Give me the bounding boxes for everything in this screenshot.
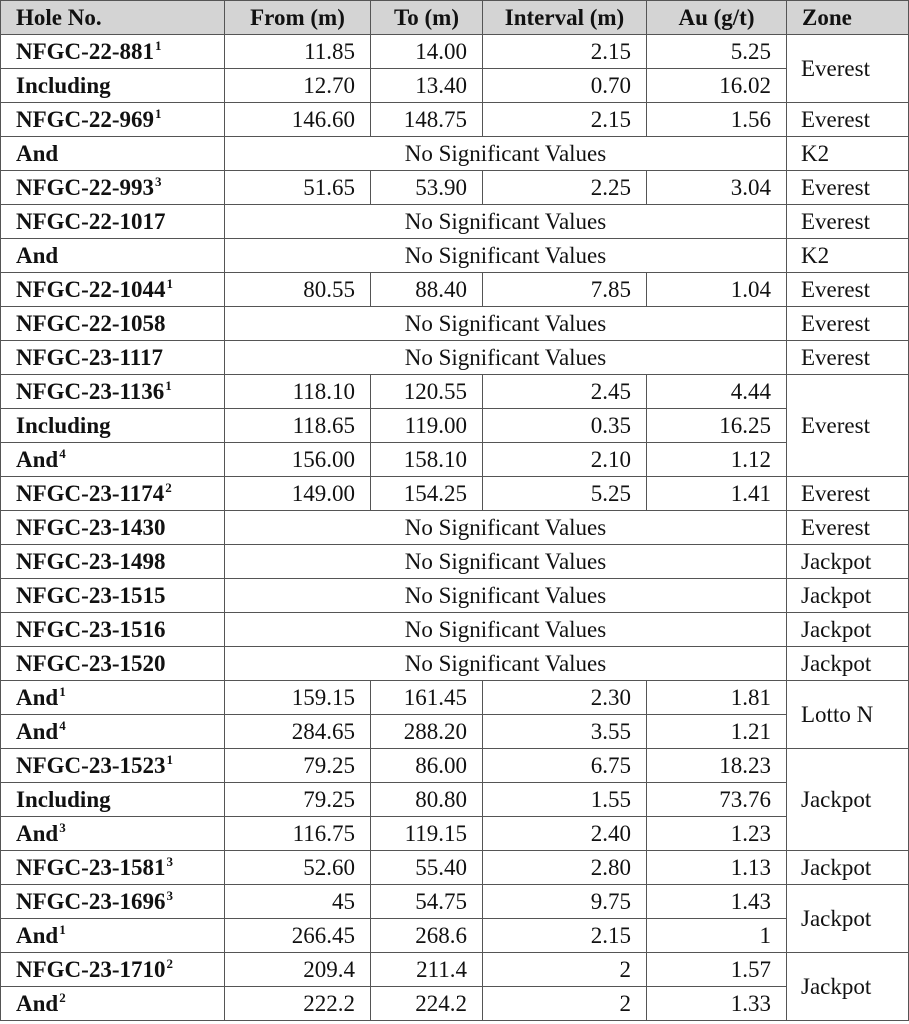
table-row bbox=[1, 69, 909, 103]
to-cell: 80.80 bbox=[371, 783, 483, 817]
table-row bbox=[1, 409, 909, 443]
footnote-marker: 1 bbox=[154, 38, 162, 53]
footnote-marker: 2 bbox=[166, 956, 173, 971]
hole-cell bbox=[1, 239, 225, 273]
header-to: To (m) bbox=[371, 1, 483, 35]
from-cell: 45 bbox=[225, 885, 371, 919]
hole-cell bbox=[1, 919, 225, 953]
interval-cell: 2 bbox=[483, 953, 647, 987]
hole-label: Including bbox=[16, 413, 111, 438]
interval-cell: 2.15 bbox=[483, 35, 647, 69]
from-cell: 118.65 bbox=[225, 409, 371, 443]
hole-label: NFGC-23-1516 bbox=[16, 617, 166, 642]
no-significant-values-cell: No Significant Values bbox=[225, 307, 787, 341]
hole-label: And bbox=[16, 821, 59, 846]
table-row bbox=[1, 749, 909, 783]
hole-cell bbox=[1, 307, 225, 341]
footnote-marker: 4 bbox=[59, 718, 66, 733]
zone-cell: Everest bbox=[787, 477, 909, 511]
footnote-marker: 2 bbox=[165, 480, 172, 495]
zone-cell: Jackpot bbox=[787, 749, 909, 851]
zone-cell: Everest bbox=[787, 273, 909, 307]
zone-cell: Lotto N bbox=[787, 681, 909, 749]
from-cell: 52.60 bbox=[225, 851, 371, 885]
au-cell: 4.44 bbox=[647, 375, 787, 409]
table-row bbox=[1, 205, 909, 239]
zone-cell: Everest bbox=[787, 35, 909, 103]
from-cell: 11.85 bbox=[225, 35, 371, 69]
hole-label: NFGC-22-1017 bbox=[16, 209, 166, 234]
to-cell: 120.55 bbox=[371, 375, 483, 409]
no-significant-values-cell: No Significant Values bbox=[225, 341, 787, 375]
hole-label: And bbox=[16, 243, 59, 268]
interval-cell: 2.30 bbox=[483, 681, 647, 715]
header-au: Au (g/t) bbox=[647, 1, 787, 35]
au-cell: 1.12 bbox=[647, 443, 787, 477]
table-row bbox=[1, 545, 909, 579]
from-cell: 51.65 bbox=[225, 171, 371, 205]
hole-label: NFGC-22-1058 bbox=[16, 311, 166, 336]
zone-cell: K2 bbox=[787, 137, 909, 171]
hole-cell bbox=[1, 443, 225, 477]
hole-cell bbox=[1, 987, 225, 1021]
hole-label: NFGC-22-881 bbox=[16, 39, 154, 64]
au-cell: 5.25 bbox=[647, 35, 787, 69]
no-significant-values-cell: No Significant Values bbox=[225, 511, 787, 545]
table-row bbox=[1, 35, 909, 69]
zone-cell: Everest bbox=[787, 511, 909, 545]
no-significant-values-cell: No Significant Values bbox=[225, 205, 787, 239]
to-cell: 161.45 bbox=[371, 681, 483, 715]
hole-label: NFGC-23-1174 bbox=[16, 481, 165, 506]
to-cell: 14.00 bbox=[371, 35, 483, 69]
table-row bbox=[1, 443, 909, 477]
au-cell: 73.76 bbox=[647, 783, 787, 817]
table-row bbox=[1, 307, 909, 341]
footnote-marker: 3 bbox=[154, 174, 162, 189]
interval-cell: 2.15 bbox=[483, 919, 647, 953]
au-cell: 1.33 bbox=[647, 987, 787, 1021]
hole-cell bbox=[1, 885, 225, 919]
table-row bbox=[1, 885, 909, 919]
hole-label: NFGC-22-993 bbox=[16, 175, 154, 200]
zone-cell: Jackpot bbox=[787, 953, 909, 1021]
header-from: From (m) bbox=[225, 1, 371, 35]
table-row bbox=[1, 137, 909, 171]
hole-label: NFGC-23-1520 bbox=[16, 651, 166, 676]
from-cell: 79.25 bbox=[225, 783, 371, 817]
table-row bbox=[1, 273, 909, 307]
table-row bbox=[1, 511, 909, 545]
zone-cell: Everest bbox=[787, 103, 909, 137]
hole-cell bbox=[1, 171, 225, 205]
to-cell: 158.10 bbox=[371, 443, 483, 477]
from-cell: 222.2 bbox=[225, 987, 371, 1021]
hole-cell bbox=[1, 205, 225, 239]
table-row bbox=[1, 817, 909, 851]
table-row bbox=[1, 647, 909, 681]
interval-cell: 7.85 bbox=[483, 273, 647, 307]
no-significant-values-cell: No Significant Values bbox=[225, 579, 787, 613]
interval-cell: 2.10 bbox=[483, 443, 647, 477]
table-row bbox=[1, 103, 909, 137]
zone-cell: K2 bbox=[787, 239, 909, 273]
hole-label: NFGC-23-1696 bbox=[16, 889, 166, 914]
interval-cell: 2 bbox=[483, 987, 647, 1021]
au-cell: 1.21 bbox=[647, 715, 787, 749]
table-row bbox=[1, 239, 909, 273]
au-cell: 1.56 bbox=[647, 103, 787, 137]
au-cell: 18.23 bbox=[647, 749, 787, 783]
hole-cell bbox=[1, 409, 225, 443]
hole-label: NFGC-22-969 bbox=[16, 107, 154, 132]
au-cell: 3.04 bbox=[647, 171, 787, 205]
hole-cell bbox=[1, 35, 225, 69]
zone-cell: Jackpot bbox=[787, 851, 909, 885]
interval-cell: 2.40 bbox=[483, 817, 647, 851]
hole-cell bbox=[1, 715, 225, 749]
zone-cell: Everest bbox=[787, 375, 909, 477]
hole-label: And bbox=[16, 141, 59, 166]
interval-cell: 6.75 bbox=[483, 749, 647, 783]
interval-cell: 3.55 bbox=[483, 715, 647, 749]
hole-cell bbox=[1, 511, 225, 545]
zone-cell: Everest bbox=[787, 205, 909, 239]
zone-cell: Jackpot bbox=[787, 885, 909, 953]
hole-label: And bbox=[16, 685, 59, 710]
no-significant-values-cell: No Significant Values bbox=[225, 137, 787, 171]
footnote-marker: 4 bbox=[59, 446, 66, 461]
au-cell: 1.04 bbox=[647, 273, 787, 307]
hole-label: And bbox=[16, 923, 59, 948]
hole-cell bbox=[1, 749, 225, 783]
hole-cell bbox=[1, 69, 225, 103]
header-interval: Interval (m) bbox=[483, 1, 647, 35]
zone-cell: Jackpot bbox=[787, 647, 909, 681]
zone-cell: Everest bbox=[787, 307, 909, 341]
au-cell: 1.13 bbox=[647, 851, 787, 885]
table-row bbox=[1, 987, 909, 1021]
zone-cell: Jackpot bbox=[787, 545, 909, 579]
table-row bbox=[1, 715, 909, 749]
from-cell: 266.45 bbox=[225, 919, 371, 953]
hole-cell bbox=[1, 273, 225, 307]
hole-label: And bbox=[16, 719, 59, 744]
table-row bbox=[1, 375, 909, 409]
table-row bbox=[1, 953, 909, 987]
footnote-marker: 3 bbox=[166, 854, 173, 869]
to-cell: 211.4 bbox=[371, 953, 483, 987]
from-cell: 118.10 bbox=[225, 375, 371, 409]
hole-label: NFGC-23-1515 bbox=[16, 583, 166, 608]
to-cell: 53.90 bbox=[371, 171, 483, 205]
table-row bbox=[1, 681, 909, 715]
hole-cell bbox=[1, 783, 225, 817]
zone-cell: Everest bbox=[787, 171, 909, 205]
hole-label: NFGC-23-1523 bbox=[16, 753, 166, 778]
hole-cell bbox=[1, 545, 225, 579]
from-cell: 149.00 bbox=[225, 477, 371, 511]
from-cell: 12.70 bbox=[225, 69, 371, 103]
au-cell: 1.41 bbox=[647, 477, 787, 511]
to-cell: 148.75 bbox=[371, 103, 483, 137]
to-cell: 86.00 bbox=[371, 749, 483, 783]
zone-cell: Everest bbox=[787, 341, 909, 375]
hole-label: And bbox=[16, 447, 59, 472]
hole-cell bbox=[1, 341, 225, 375]
to-cell: 288.20 bbox=[371, 715, 483, 749]
table-row bbox=[1, 613, 909, 647]
hole-cell bbox=[1, 851, 225, 885]
footnote-marker: 1 bbox=[165, 378, 172, 393]
to-cell: 224.2 bbox=[371, 987, 483, 1021]
table-row bbox=[1, 783, 909, 817]
hole-label: NFGC-22-1044 bbox=[16, 277, 166, 302]
header-zone: Zone bbox=[787, 1, 909, 35]
from-cell: 116.75 bbox=[225, 817, 371, 851]
hole-cell bbox=[1, 953, 225, 987]
footnote-marker: 1 bbox=[59, 922, 66, 937]
hole-label: Including bbox=[16, 73, 111, 98]
interval-cell: 9.75 bbox=[483, 885, 647, 919]
from-cell: 209.4 bbox=[225, 953, 371, 987]
interval-cell: 0.70 bbox=[483, 69, 647, 103]
au-cell: 1.23 bbox=[647, 817, 787, 851]
hole-label: NFGC-23-1581 bbox=[16, 855, 166, 880]
table-row bbox=[1, 919, 909, 953]
from-cell: 146.60 bbox=[225, 103, 371, 137]
interval-cell: 0.35 bbox=[483, 409, 647, 443]
from-cell: 284.65 bbox=[225, 715, 371, 749]
footnote-marker: 2 bbox=[59, 990, 66, 1005]
footnote-marker: 1 bbox=[166, 276, 173, 291]
footnote-marker: 1 bbox=[154, 106, 162, 121]
from-cell: 159.15 bbox=[225, 681, 371, 715]
table-row bbox=[1, 341, 909, 375]
table-body bbox=[1, 35, 909, 1021]
hole-cell bbox=[1, 375, 225, 409]
hole-label: NFGC-23-1498 bbox=[16, 549, 166, 574]
no-significant-values-cell: No Significant Values bbox=[225, 647, 787, 681]
zone-cell: Jackpot bbox=[787, 613, 909, 647]
hole-cell bbox=[1, 477, 225, 511]
no-significant-values-cell: No Significant Values bbox=[225, 545, 787, 579]
no-significant-values-cell: No Significant Values bbox=[225, 613, 787, 647]
hole-cell bbox=[1, 613, 225, 647]
hole-cell bbox=[1, 647, 225, 681]
interval-cell: 2.80 bbox=[483, 851, 647, 885]
hole-cell bbox=[1, 103, 225, 137]
to-cell: 88.40 bbox=[371, 273, 483, 307]
hole-label: NFGC-23-1710 bbox=[16, 957, 166, 982]
to-cell: 13.40 bbox=[371, 69, 483, 103]
from-cell: 80.55 bbox=[225, 273, 371, 307]
to-cell: 119.00 bbox=[371, 409, 483, 443]
table-row bbox=[1, 171, 909, 205]
hole-label: And bbox=[16, 991, 59, 1016]
table-row bbox=[1, 579, 909, 613]
hole-cell bbox=[1, 681, 225, 715]
to-cell: 119.15 bbox=[371, 817, 483, 851]
footnote-marker: 1 bbox=[166, 752, 173, 767]
interval-cell: 2.25 bbox=[483, 171, 647, 205]
hole-label: NFGC-23-1136 bbox=[16, 379, 165, 404]
to-cell: 154.25 bbox=[371, 477, 483, 511]
from-cell: 156.00 bbox=[225, 443, 371, 477]
footnote-marker: 3 bbox=[166, 888, 173, 903]
hole-cell bbox=[1, 579, 225, 613]
au-cell: 1.57 bbox=[647, 953, 787, 987]
to-cell: 268.6 bbox=[371, 919, 483, 953]
au-cell: 1 bbox=[647, 919, 787, 953]
no-significant-values-cell: No Significant Values bbox=[225, 239, 787, 273]
from-cell: 79.25 bbox=[225, 749, 371, 783]
au-cell: 16.25 bbox=[647, 409, 787, 443]
hole-cell bbox=[1, 817, 225, 851]
interval-cell: 5.25 bbox=[483, 477, 647, 511]
hole-cell bbox=[1, 137, 225, 171]
hole-label: NFGC-23-1430 bbox=[16, 515, 166, 540]
to-cell: 54.75 bbox=[371, 885, 483, 919]
interval-cell: 1.55 bbox=[483, 783, 647, 817]
table-row bbox=[1, 477, 909, 511]
table-row bbox=[1, 851, 909, 885]
au-cell: 16.02 bbox=[647, 69, 787, 103]
hole-label: Including bbox=[16, 787, 111, 812]
zone-cell: Jackpot bbox=[787, 579, 909, 613]
table-header-row bbox=[1, 1, 909, 35]
interval-cell: 2.45 bbox=[483, 375, 647, 409]
footnote-marker: 3 bbox=[59, 820, 66, 835]
header-hole-no: Hole No. bbox=[1, 1, 225, 35]
to-cell: 55.40 bbox=[371, 851, 483, 885]
footnote-marker: 1 bbox=[59, 684, 66, 699]
au-cell: 1.81 bbox=[647, 681, 787, 715]
au-cell: 1.43 bbox=[647, 885, 787, 919]
interval-cell: 2.15 bbox=[483, 103, 647, 137]
hole-label: NFGC-23-1117 bbox=[16, 345, 163, 370]
